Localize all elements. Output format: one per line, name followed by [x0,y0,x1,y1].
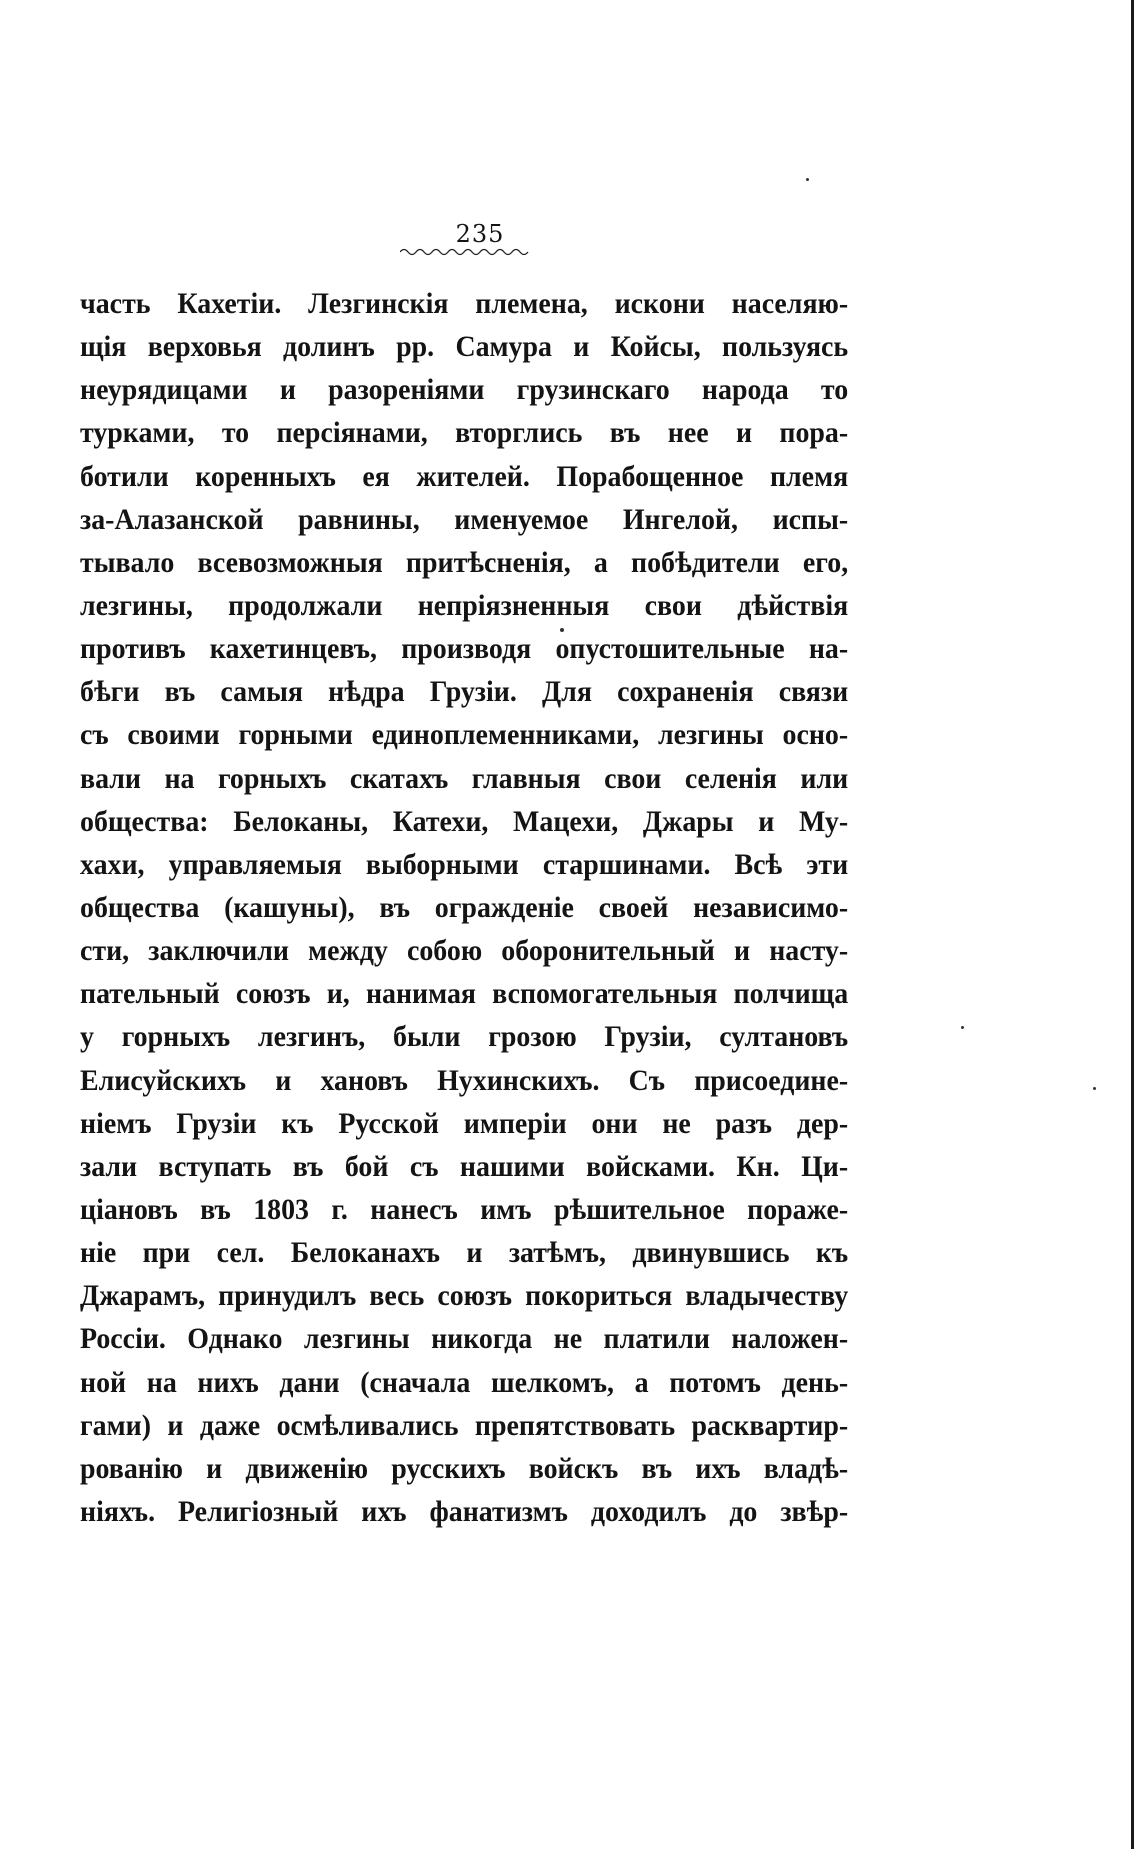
text-line: ніе при сел. Белоканахъ и затѣмъ, двинувшись къ [80,1236,849,1270]
text-line: Елисуйскихъ и хановъ Нухинскихъ. Съ присоедине- [80,1063,849,1097]
text-line: ботили коренныхъ ея жителей. Порабощенное племя [80,459,849,493]
scan-edge-line [1131,0,1134,1849]
scan-speck [1093,1087,1096,1090]
text-line: бѣги въ самыя нѣдра Грузіи. Для сохраненія связи [80,675,849,709]
text-line: ніяхъ. Религіозный ихъ фанатизмъ доходилъ до звѣр- [80,1494,849,1528]
text-line: рованію и движенію русскихъ войскъ въ ихъ владѣ- [80,1451,849,1485]
text-line: у горныхъ лезгинъ, были грозою Грузіи, султановъ [80,1020,849,1054]
text-line: лезгины, продолжали непріязненныя свои дѣйствія [80,588,849,622]
text-line: турками, то персіянами, вторглись въ нее и пора- [80,416,849,450]
text-line: пательный союзъ и, нанимая вспомогательныя полчища [80,977,849,1011]
text-line: ной на нихъ дани (сначала шелкомъ, а потомъ день- [80,1365,849,1399]
text-line: часть Кахетіи. Лезгинскія племена, искони населяю- [80,287,849,320]
scan-speck [806,178,809,181]
text-line: общества: Белоканы, Катехи, Мацехи, Джары и Му- [80,804,849,838]
text-line: хахи, управляемыя выборными старшинами. Всѣ эти [80,847,849,881]
text-line: Россіи. Однако лезгины никогда не платили наложен- [80,1322,849,1356]
text-line: неурядицами и разореніями грузинскаго народа то [80,373,849,407]
scan-speck [560,628,564,632]
text-line: Джарамъ, принудилъ весь союзъ покориться владычеству [80,1279,849,1313]
text-line: общества (кашуны), въ огражденіе своей независимо- [80,890,849,924]
text-line: за-Алазанской равнины, именуемое Ингелой, испы- [80,502,849,536]
text-line: сти, заключили между собою оборонительный и насту- [80,934,849,968]
text-line: щія верховья долинъ рр. Самура и Койсы, пользуясь [80,330,849,364]
scan-speck [961,1026,964,1029]
wavy-rule-ornament [400,247,530,257]
text-line: гами) и даже осмѣливались препятствовать расквартир- [80,1408,849,1442]
page-number: 235 [455,220,505,248]
text-line: съ своими горными единоплеменниками, лезгины осно- [80,718,849,752]
text-line: вали на горныхъ скатахъ главныя свои селенія или [80,761,849,795]
text-line: зали вступать въ бой съ нашими войсками. Кн. Ци- [80,1149,849,1183]
text-line: противъ кахетинцевъ, производя опустошительные на- [80,632,849,666]
body-text [80,282,848,1533]
text-line: ніемъ Грузіи къ Русской имперіи они не разъ дер- [80,1106,849,1140]
text-line: тывало всевозможныя притѣсненія, а побѣдители его, [80,545,849,579]
text-line: ціановъ въ 1803 г. нанесъ имъ рѣшительное пораже- [80,1192,849,1226]
